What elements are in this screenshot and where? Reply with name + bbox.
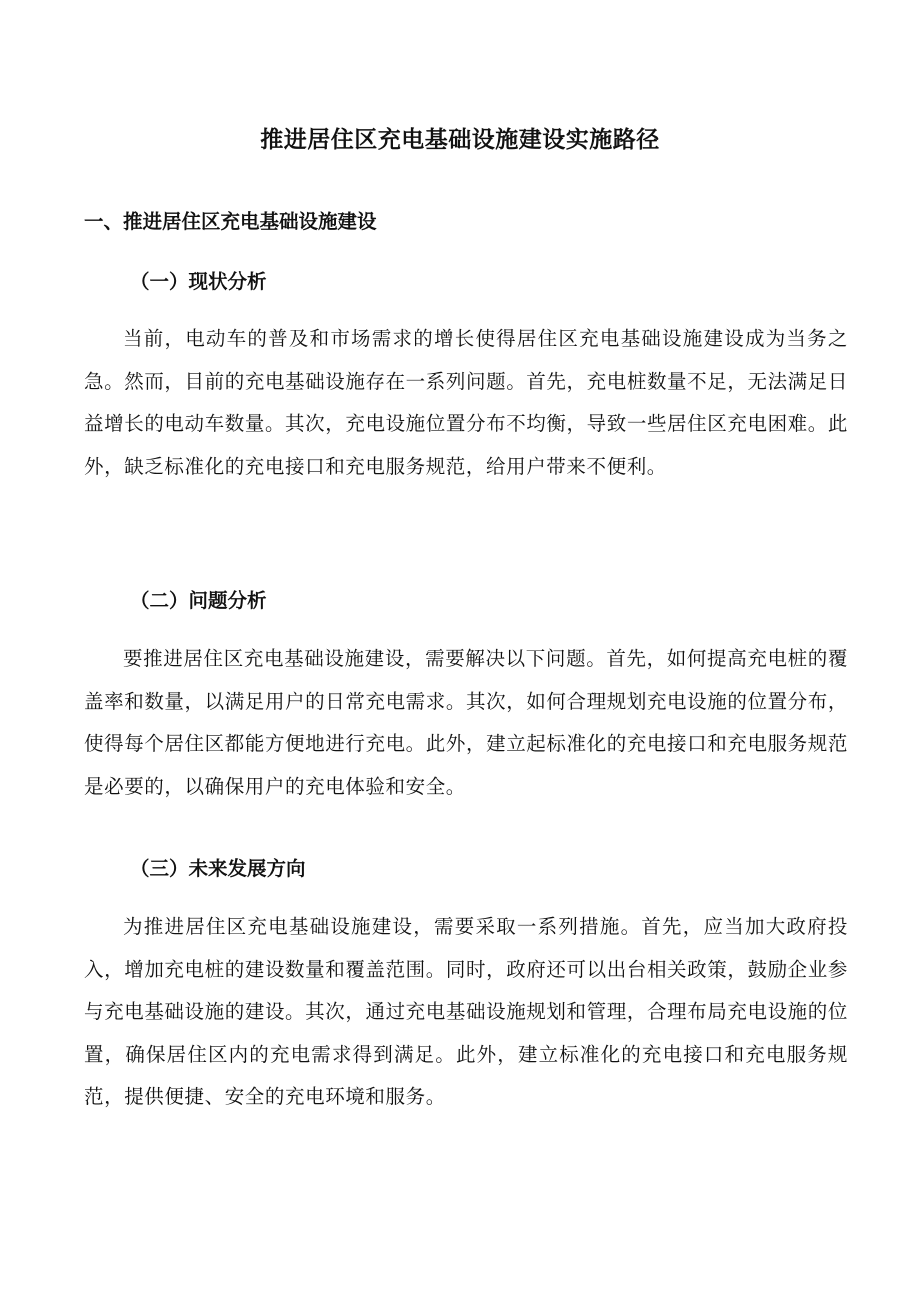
- paragraph-status: 当前，电动车的普及和市场需求的增长使得居住区充电基础设施建设成为当务之急。然而，目前的充电基础设施存在一系列问题。首先，充电桩数量不足，无法满足日益增长的电动车数量。其次，充电设施位置分布不均衡，导致一些居住区充电困难。此外，缺乏标准化的充电接口和充电服务规范，给用户带来不便利。: [84, 327, 848, 478]
- section-heading: 一、推进居住区充电基础设施建设: [84, 210, 377, 233]
- subsection-heading-status: （一）现状分析: [130, 270, 267, 293]
- paragraph-future: 为推进居住区充电基础设施建设，需要采取一系列措施。首先，应当加大政府投入，增加充电桩的建设数量和覆盖范围。同时，政府还可以出台相关政策，鼓励企业参与充电基础设施的建设。其次，通过充电基础设施规划和管理，合理布局充电设施的位置，确保居住区内的充电需求得到满足。此外，建立标准化的充电接口和充电服务规范，提供便捷、安全的充电环境和服务。: [84, 915, 848, 1108]
- subsection-heading-future: （三）未来发展方向: [130, 857, 306, 880]
- subsection-heading-problems: （二）问题分析: [130, 589, 267, 612]
- document-title: 推进居住区充电基础设施建设实施路径: [260, 127, 660, 153]
- paragraph-problems: 要推进居住区充电基础设施建设，需要解决以下问题。首先，如何提高充电桩的覆盖率和数量，以满足用户的日常充电需求。其次，如何合理规划充电设施的位置分布，使得每个居住区都能方便地进行充电。此外，建立起标准化的充电接口和充电服务规范是必要的，以确保用户的充电体验和安全。: [84, 647, 848, 798]
